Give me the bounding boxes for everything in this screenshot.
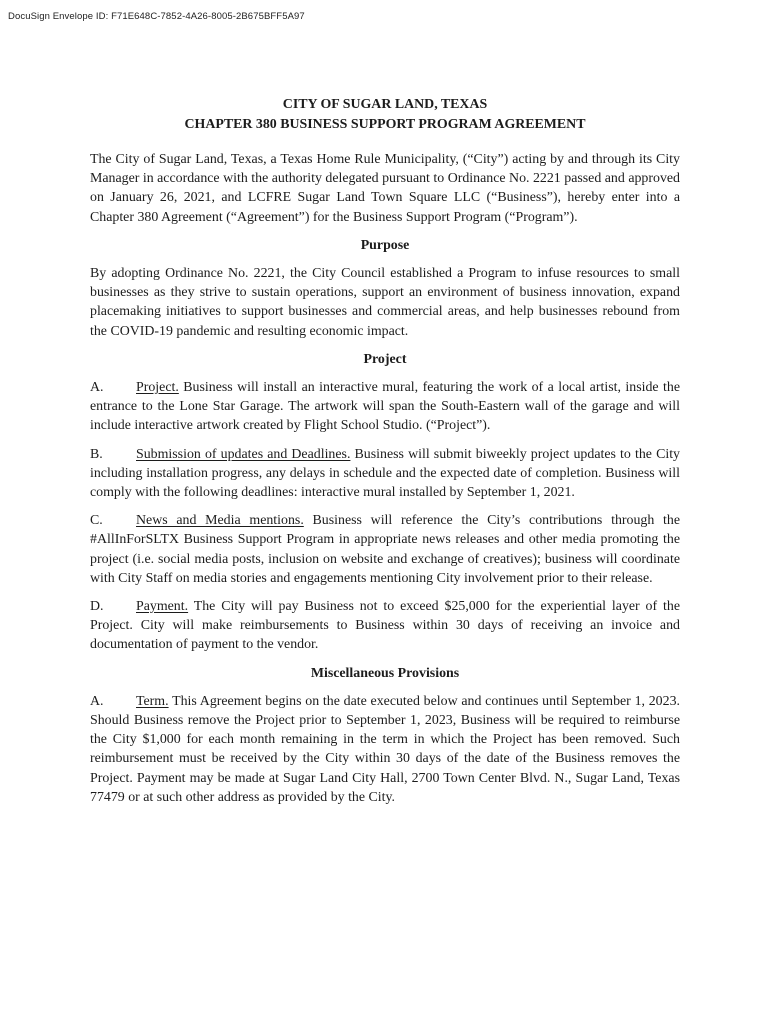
item-text: Business will install an interactive mural, featuring the work of a local artist, inside the entrance to the Lone Star Garage. The artwork will span the South-Eastern wall of the garage and will include interactive artwork created by Flight School Studio. (“Project”). [90,380,680,434]
project-item-b [90,445,680,503]
item-letter: A. [90,693,104,709]
item-text: This Agreement begins on the date executed below and continues until September 1, 2023. Should Business remove the Project prior to September 1, 2023, Business will be required to reimburse the City $1,000 for each month remaining in the term in which the Project has been removed. Such reimbursement must be received by the City within 30 days of the date of the Business removes the Project. Payment may be made at Sugar Land City Hall, 2700 Town Center Blvd. N., Sugar Land, Texas 77479 or at such other address as provided by the City. [90,693,680,805]
title-line-2: CHAPTER 380 BUSINESS SUPPORT PROGRAM AGREEMENT [184,116,586,132]
item-title: Payment. [136,599,189,615]
project-heading: Project [363,351,407,367]
item-text: The City will pay Business not to exceed $25,000 for the experiential layer of the Project. City will make reimbursements to Business within 30 days of receiving an invoice and documentation of payment to the vendor. [90,599,680,653]
docusign-envelope-id: DocuSign Envelope ID: F71E648C-7852-4A26-8005-2B675BFF5A97 [8,11,305,22]
item-text: Business will reference the City’s contributions through the #AllInForSLTX Business Support Program in appropriate news releases and other media promoting the project (i.e. social media posts, inclusion on website and exchange of creatives); business will coordinate with City Staff on media stories and engagements mentioning City involvement prior to their release. [90,513,680,586]
item-title: Submission of updates and Deadlines. [136,446,351,462]
item-letter: B. [90,446,103,462]
purpose-paragraph: By adopting Ordinance No. 2221, the City Council established a Program to infuse resources to small businesses as they strive to sustain operations, support an environment of business innovation, expand placemaking initiatives to support businesses and commercial areas, and help businesses rebound from the COVID-19 pandemic and resulting economic impact. [90,266,680,339]
misc-item-a [90,692,680,807]
project-item-d [90,597,680,655]
item-text: Business will submit biweekly project updates to the City including installation progress, any delays in schedule and the expected date of completion. Business will comply with the following deadlines: interactive mural installed by September 1, 2021. [90,446,680,501]
agreement-document [90,95,680,816]
title-line-1: CITY OF SUGAR LAND, TEXAS [282,97,488,112]
item-title: Project. [136,380,179,396]
item-title: Term. [136,693,169,709]
project-item-a [90,378,680,436]
item-letter: C. [90,513,103,529]
project-item-c [90,511,680,588]
intro-paragraph: The City of Sugar Land, Texas, a Texas Home Rule Municipality, (“City”) acting by and through its City Manager in accordance with the authority delegated pursuant to Ordinance No. 2221 passed and approved on January 26, 2021, and LCFRE Sugar Land Town Square LLC (“Business”), hereby enter into a Chapter 380 Agreement (“Agreement”) for the Business Support Program (“Program”). [90,152,680,225]
misc-heading: Miscellaneous Provisions [310,665,460,681]
item-letter: A. [90,380,104,396]
item-title: News and Media mentions. [136,513,304,529]
purpose-heading: Purpose [360,237,410,253]
document-title [90,95,680,134]
item-letter: D. [90,599,104,615]
